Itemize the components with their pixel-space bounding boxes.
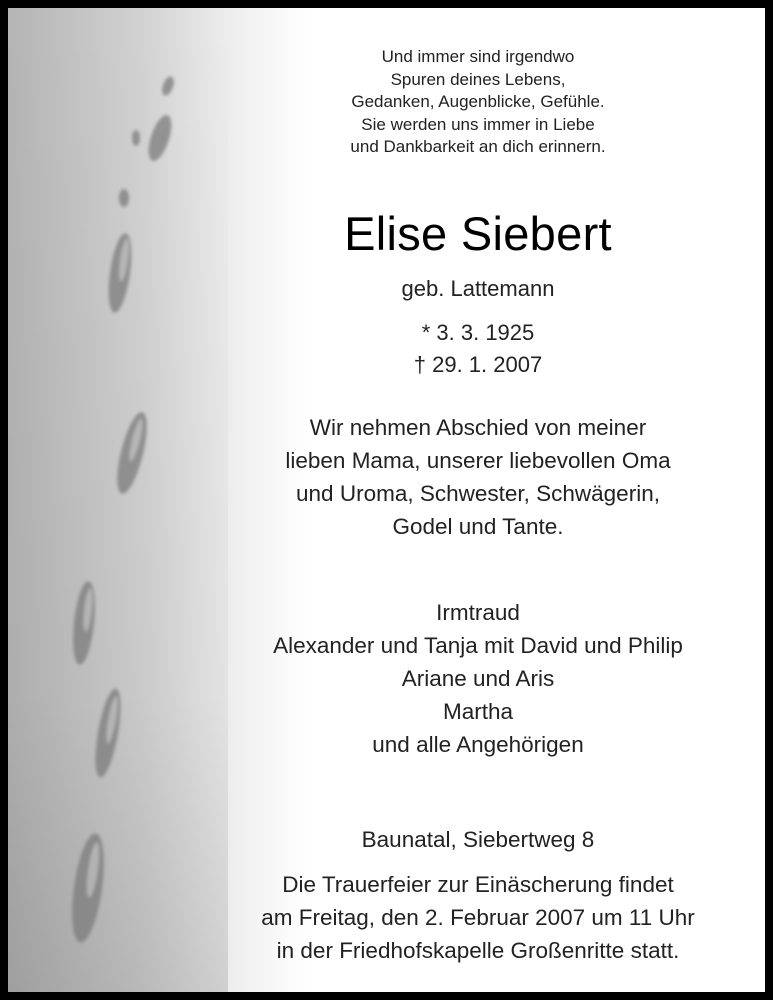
- poem-line: Sie werden uns immer in Liebe: [361, 114, 595, 134]
- funeral-line: in der Friedhofskapelle Großenritte statt.: [276, 938, 680, 963]
- farewell-line: Godel und Tante.: [392, 514, 564, 539]
- mourner-line: Martha: [442, 699, 514, 724]
- funeral-info: [178, 868, 773, 967]
- mourners-list: [178, 596, 773, 761]
- farewell-line: lieben Mama, unserer liebevollen Oma: [285, 448, 671, 473]
- address: [178, 823, 773, 856]
- birth-date: * 3. 3. 1925: [421, 320, 535, 345]
- poem-line: Und immer sind irgendwo: [381, 47, 575, 66]
- address-line: Baunatal, Siebertweg 8: [361, 827, 595, 852]
- funeral-line: Die Trauerfeier zur Einäscherung findet: [282, 872, 674, 897]
- poem-line: Spuren deines Lebens,: [390, 69, 566, 89]
- poem-line: und Dankbarkeit an dich erinnern.: [350, 137, 606, 156]
- deceased-name: Elise Siebert: [344, 207, 612, 260]
- mourner-line: Ariane und Aris: [401, 666, 555, 691]
- funeral-line: am Freitag, den 2. Februar 2007 um 11 Uhr: [261, 905, 695, 930]
- farewell-line: Wir nehmen Abschied von meiner: [309, 415, 647, 440]
- farewell-text: [178, 411, 773, 543]
- mourner-line: Alexander und Tanja mit David und Philip: [273, 633, 683, 658]
- mourner-line: und alle Angehörigen: [372, 732, 584, 757]
- farewell-line: und Uroma, Schwester, Schwägerin,: [296, 481, 660, 506]
- mourner-line: Irmtraud: [436, 600, 520, 625]
- death-date: † 29. 1. 2007: [413, 352, 543, 377]
- birth-name: geb. Lattemann: [401, 276, 555, 301]
- memorial-poem: [178, 46, 773, 159]
- poem-line: Gedanken, Augenblicke, Gefühle.: [351, 92, 605, 111]
